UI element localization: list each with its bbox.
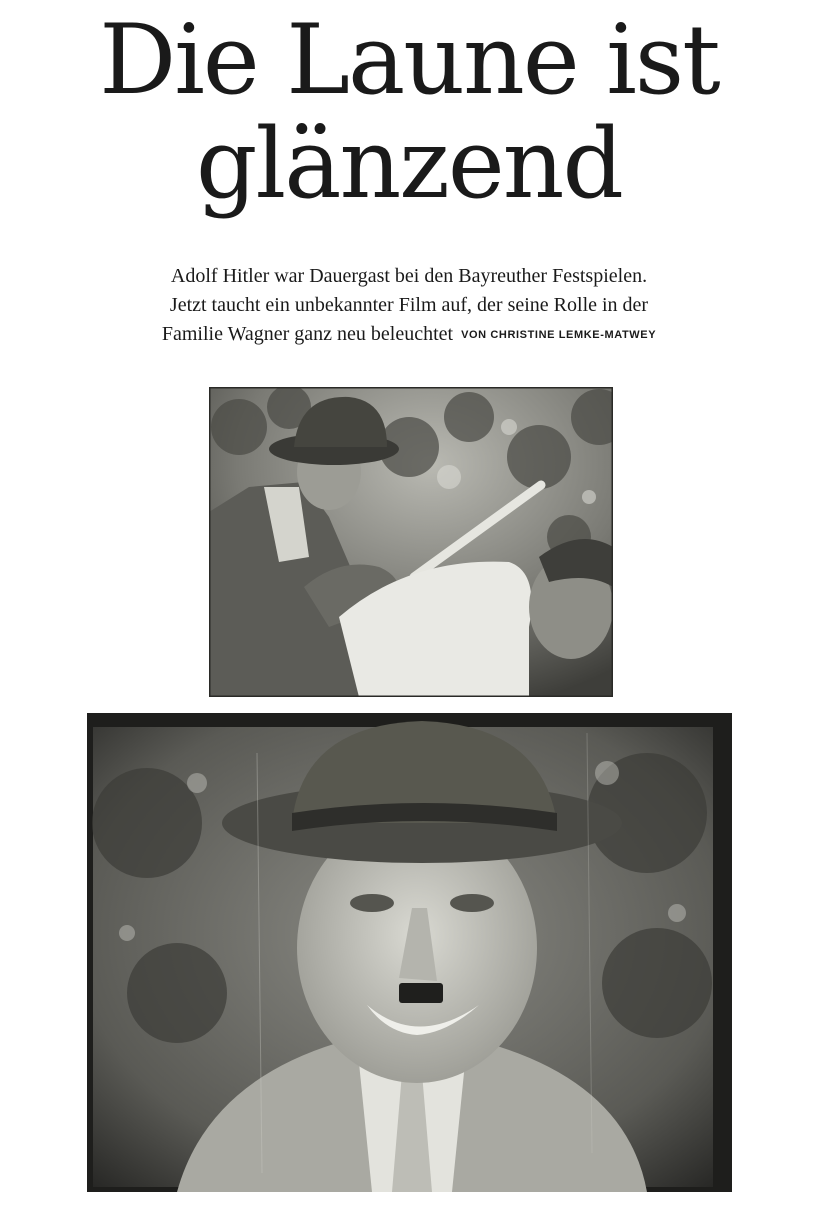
film-still-top-image <box>209 387 613 697</box>
film-still-bottom-image <box>87 713 732 1192</box>
headline-line-1: Die Laune ist <box>99 4 719 116</box>
standfirst-line-3-text: Familie Wagner ganz neu beleuchtet <box>161 323 454 345</box>
headline-line-2: glänzend <box>196 108 622 220</box>
standfirst-line-1: Adolf Hitler war Dauergast bei den Bayreuther Festspielen. <box>170 265 648 287</box>
film-still-top <box>209 387 613 697</box>
standfirst <box>100 262 718 350</box>
standfirst-line-2: Jetzt taucht ein unbekannter Film auf, der seine Rolle in der <box>169 294 649 316</box>
standfirst-line-3 <box>100 320 718 350</box>
byline: VON CHRISTINE LEMKE-MATWEY <box>461 329 657 341</box>
headline <box>0 4 818 220</box>
film-still-bottom <box>87 713 732 1192</box>
